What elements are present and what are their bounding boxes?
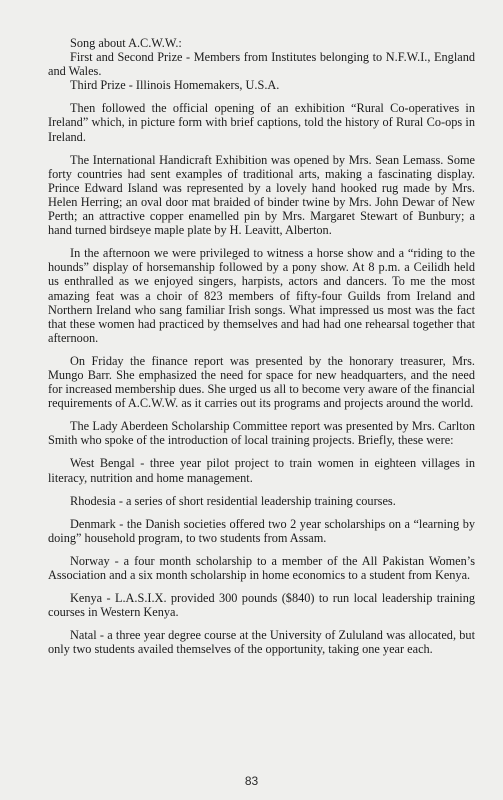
- paragraph-west-bengal: West Bengal - three year pilot project to train women in eighteen villages in literacy, nutrition and home management.: [48, 456, 475, 485]
- paragraph-finance-report: On Friday the finance report was presented by the honorary treasurer, Mrs. Mungo Barr. She emphasized the need for space for new headquarters, and the need for increased membership dues. She urged us all to become very aware of the financial requirements of A.C.W.W. as it carries out its programs and projects around the world.: [48, 353, 475, 411]
- paragraph-rhodesia: Rhodesia - a series of short residential leadership training courses.: [70, 493, 396, 508]
- paragraph-scholarship-report: The Lady Aberdeen Scholarship Committee report was presented by Mrs. Carlton Smith who spoke of the introduction of local training projects. Briefly, these were:: [48, 419, 475, 448]
- paragraph-kenya: Kenya - L.A.S.I.X. provided 300 pounds ($840) to run local leadership training courses in Western Kenya.: [48, 591, 475, 620]
- paragraph-handicraft-exhibition: The International Handicraft Exhibition was opened by Mrs. Sean Lemass. Some forty countries had sent examples of traditional arts, making a fascinating display. Prince Edward Island was represented by a lovely hand hooked rug made by Mrs. Helen Herring; an oval door mat braided of binder twine by Mrs. John Dewar of New Perth; an attractive copper enamelled pin by Mrs. Margaret Stewart of Bunbury; a hand turned birdseye maple plate by H. Leavitt, Alberton.: [48, 152, 475, 238]
- paragraph-exhibition-opening: Then followed the official opening of an exhibition “Rural Co-operatives in Ireland” which, in picture form with brief captions, told the history of Rural Co-ops in Ireland.: [48, 101, 475, 144]
- song-heading: Song about A.C.W.W.:: [70, 36, 182, 50]
- page-number: 83: [244, 774, 259, 788]
- paragraph-afternoon-events: In the afternoon we were privileged to witness a horse show and a “riding to the hounds” display of horsemanship followed by a pony show. At 8 p.m. a Ceilidh held us enthralled as we enjoyed singers, harpists, actors and dancers. To me the most amazing feat was a choir of 823 members of fifty-four Guilds from Ireland and Northern Ireland who sang familiar Irish songs. What impressed us most was the fact that these women had practiced by themselves and had had one rehearsal together that afternoon.: [48, 246, 475, 345]
- paragraph-natal: Natal - a three year degree course at the University of Zululand was allocated, but only two students availed themselves of the opportunity, taking one year each.: [48, 628, 475, 657]
- song-prize-third: Third Prize - Illinois Homemakers, U.S.A.: [70, 78, 280, 93]
- paragraph-norway: Norway - a four month scholarship to a member of the All Pakistan Women’s Association and a six month scholarship in home economics to a student from Kenya.: [48, 553, 475, 582]
- song-prize-first-second: First and Second Prize - Members from Institutes belonging to N.F.W.I., England and Wales.: [48, 50, 475, 79]
- paragraph-denmark: Denmark - the Danish societies offered two 2 year scholarships on a “learning by doing” household program, to two students from Assam.: [48, 516, 475, 545]
